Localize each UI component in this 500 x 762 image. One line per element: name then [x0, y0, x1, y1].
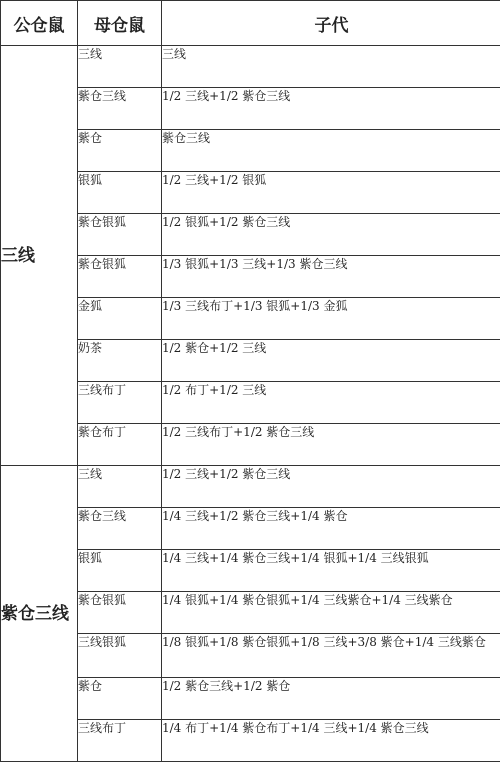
- offspring-cell: 1/4 三线+1/4 紫仓三线+1/4 银狐+1/4 三线银狐: [162, 550, 500, 592]
- dam-cell: 三线布丁: [78, 720, 162, 762]
- offspring-cell: 1/2 布丁+1/2 三线: [162, 382, 500, 424]
- offspring-cell: 1/2 紫仓三线+1/2 紫仓: [162, 678, 500, 720]
- header-dam: 母仓鼠: [78, 1, 162, 46]
- header-row: [1, 1, 500, 46]
- sire-cell: 三线: [1, 46, 78, 466]
- dam-cell: 紫仓银狐: [78, 256, 162, 298]
- dam-cell: 紫仓银狐: [78, 214, 162, 256]
- dam-cell: 紫仓: [78, 678, 162, 720]
- dam-cell: 金狐: [78, 298, 162, 340]
- header-offspring: 子代: [162, 1, 500, 46]
- dam-cell: 紫仓布丁: [78, 424, 162, 466]
- dam-cell: 三线: [78, 46, 162, 88]
- offspring-cell: 1/4 三线+1/2 紫仓三线+1/4 紫仓: [162, 508, 500, 550]
- table-row: [1, 466, 500, 508]
- dam-cell: 三线布丁: [78, 382, 162, 424]
- offspring-cell: 紫仓三线: [162, 130, 500, 172]
- offspring-cell: 1/4 布丁+1/4 紫仓布丁+1/4 三线+1/4 紫仓三线: [162, 720, 500, 762]
- sire-cell: 紫仓三线: [1, 466, 78, 762]
- dam-cell: 三线: [78, 466, 162, 508]
- offspring-cell: 1/2 三线+1/2 银狐: [162, 172, 500, 214]
- dam-cell: 银狐: [78, 172, 162, 214]
- dam-cell: 紫仓三线: [78, 88, 162, 130]
- dam-cell: 紫仓银狐: [78, 592, 162, 634]
- offspring-cell: 1/2 紫仓+1/2 三线: [162, 340, 500, 382]
- dam-cell: 紫仓: [78, 130, 162, 172]
- dam-cell: 银狐: [78, 550, 162, 592]
- offspring-cell: 1/2 三线布丁+1/2 紫仓三线: [162, 424, 500, 466]
- offspring-cell: 1/4 银狐+1/4 紫仓银狐+1/4 三线紫仓+1/4 三线紫仓: [162, 592, 500, 634]
- offspring-cell: 1/3 银狐+1/3 三线+1/3 紫仓三线: [162, 256, 500, 298]
- offspring-cell: 三线: [162, 46, 500, 88]
- offspring-cell: 1/3 三线布丁+1/3 银狐+1/3 金狐: [162, 298, 500, 340]
- dam-cell: 奶茶: [78, 340, 162, 382]
- table-row: [1, 46, 500, 88]
- dam-cell: 三线银狐: [78, 634, 162, 678]
- offspring-cell: 1/2 银狐+1/2 紫仓三线: [162, 214, 500, 256]
- offspring-cell: 1/2 三线+1/2 紫仓三线: [162, 466, 500, 508]
- header-sire: 公仓鼠: [1, 1, 78, 46]
- offspring-cell: 1/2 三线+1/2 紫仓三线: [162, 88, 500, 130]
- offspring-cell: 1/8 银狐+1/8 紫仓银狐+1/8 三线+3/8 紫仓+1/4 三线紫仓: [162, 634, 500, 678]
- dam-cell: 紫仓三线: [78, 508, 162, 550]
